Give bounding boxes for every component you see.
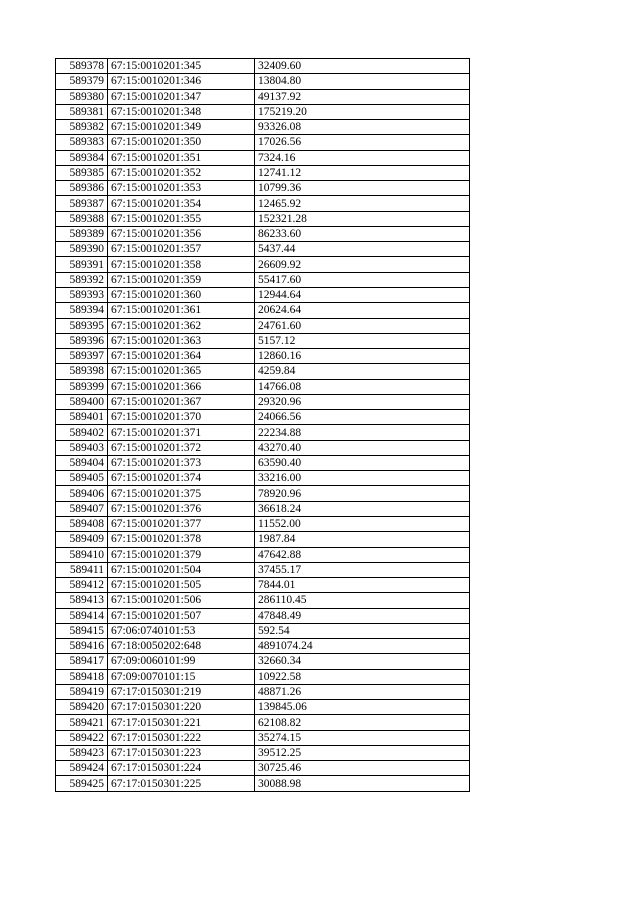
table-row xyxy=(56,578,470,593)
cell-id: 589382 xyxy=(56,120,108,135)
cell-cadastral-number: 67:15:0010201:347 xyxy=(108,89,255,104)
cell-id: 589420 xyxy=(56,700,108,715)
cell-cadastral-number: 67:15:0010201:362 xyxy=(108,318,255,333)
cell-cadastral-number: 67:15:0010201:379 xyxy=(108,547,255,562)
table-row xyxy=(56,74,470,89)
table-row xyxy=(56,181,470,196)
table-row xyxy=(56,59,470,74)
table-row xyxy=(56,303,470,318)
cell-cadastral-number: 67:15:0010201:365 xyxy=(108,364,255,379)
table-row xyxy=(56,287,470,302)
cell-value: 32660.34 xyxy=(255,654,470,669)
table-row xyxy=(56,349,470,364)
cell-id: 589395 xyxy=(56,318,108,333)
cell-id: 589386 xyxy=(56,181,108,196)
cell-value: 63590.40 xyxy=(255,455,470,470)
cell-value: 14766.08 xyxy=(255,379,470,394)
cell-id: 589419 xyxy=(56,684,108,699)
cell-id: 589384 xyxy=(56,150,108,165)
cell-cadastral-number: 67:15:0010201:378 xyxy=(108,532,255,547)
cell-cadastral-number: 67:15:0010201:374 xyxy=(108,471,255,486)
table-row xyxy=(56,700,470,715)
cell-value: 20624.64 xyxy=(255,303,470,318)
cell-cadastral-number: 67:15:0010201:353 xyxy=(108,181,255,196)
cell-id: 589418 xyxy=(56,669,108,684)
table-row xyxy=(56,593,470,608)
cell-cadastral-number: 67:15:0010201:358 xyxy=(108,257,255,272)
cell-id: 589415 xyxy=(56,623,108,638)
cell-cadastral-number: 67:15:0010201:345 xyxy=(108,59,255,74)
table-row xyxy=(56,562,470,577)
cell-value: 30088.98 xyxy=(255,776,470,791)
cell-id: 589399 xyxy=(56,379,108,394)
cell-id: 589396 xyxy=(56,333,108,348)
cell-value: 5157.12 xyxy=(255,333,470,348)
cell-cadastral-number: 67:17:0150301:223 xyxy=(108,745,255,760)
cell-value: 55417.60 xyxy=(255,272,470,287)
cell-value: 47642.88 xyxy=(255,547,470,562)
table-row xyxy=(56,715,470,730)
cell-cadastral-number: 67:15:0010201:349 xyxy=(108,120,255,135)
cell-id: 589383 xyxy=(56,135,108,150)
cell-cadastral-number: 67:15:0010201:350 xyxy=(108,135,255,150)
cell-id: 589389 xyxy=(56,226,108,241)
cell-id: 589381 xyxy=(56,104,108,119)
cell-value: 39512.25 xyxy=(255,745,470,760)
cell-id: 589409 xyxy=(56,532,108,547)
cell-cadastral-number: 67:15:0010201:371 xyxy=(108,425,255,440)
table-row xyxy=(56,379,470,394)
cell-id: 589387 xyxy=(56,196,108,211)
cell-cadastral-number: 67:15:0010201:373 xyxy=(108,455,255,470)
cell-id: 589416 xyxy=(56,639,108,654)
cell-id: 589401 xyxy=(56,410,108,425)
cell-cadastral-number: 67:15:0010201:361 xyxy=(108,303,255,318)
cell-id: 589404 xyxy=(56,455,108,470)
cell-id: 589391 xyxy=(56,257,108,272)
cell-value: 22234.88 xyxy=(255,425,470,440)
cell-id: 589380 xyxy=(56,89,108,104)
cell-value: 86233.60 xyxy=(255,226,470,241)
cell-value: 4259.84 xyxy=(255,364,470,379)
cell-cadastral-number: 67:15:0010201:504 xyxy=(108,562,255,577)
cell-id: 589405 xyxy=(56,471,108,486)
cell-cadastral-number: 67:15:0010201:370 xyxy=(108,410,255,425)
table-row xyxy=(56,471,470,486)
table-row xyxy=(56,135,470,150)
cell-id: 589393 xyxy=(56,287,108,302)
cell-cadastral-number: 67:17:0150301:220 xyxy=(108,700,255,715)
cell-cadastral-number: 67:15:0010201:352 xyxy=(108,165,255,180)
table-row xyxy=(56,394,470,409)
table-row xyxy=(56,745,470,760)
table-row xyxy=(56,104,470,119)
table-row xyxy=(56,272,470,287)
cell-cadastral-number: 67:06:0740101:53 xyxy=(108,623,255,638)
cell-id: 589417 xyxy=(56,654,108,669)
cell-id: 589422 xyxy=(56,730,108,745)
cell-id: 589379 xyxy=(56,74,108,89)
table-row xyxy=(56,318,470,333)
table-row xyxy=(56,455,470,470)
cell-value: 62108.82 xyxy=(255,715,470,730)
table-row xyxy=(56,532,470,547)
cell-value: 30725.46 xyxy=(255,761,470,776)
cell-cadastral-number: 67:15:0010201:375 xyxy=(108,486,255,501)
table-row xyxy=(56,410,470,425)
cell-id: 589408 xyxy=(56,516,108,531)
cell-value: 37455.17 xyxy=(255,562,470,577)
cell-cadastral-number: 67:17:0150301:225 xyxy=(108,776,255,791)
cell-id: 589411 xyxy=(56,562,108,577)
table-row xyxy=(56,425,470,440)
cell-cadastral-number: 67:15:0010201:356 xyxy=(108,226,255,241)
cell-cadastral-number: 67:15:0010201:355 xyxy=(108,211,255,226)
cell-cadastral-number: 67:15:0010201:363 xyxy=(108,333,255,348)
cell-cadastral-number: 67:15:0010201:354 xyxy=(108,196,255,211)
cell-value: 43270.40 xyxy=(255,440,470,455)
cell-cadastral-number: 67:17:0150301:219 xyxy=(108,684,255,699)
cell-value: 13804.80 xyxy=(255,74,470,89)
cell-cadastral-number: 67:09:0060101:99 xyxy=(108,654,255,669)
table-row xyxy=(56,654,470,669)
table-row xyxy=(56,196,470,211)
cell-cadastral-number: 67:09:0070101:15 xyxy=(108,669,255,684)
cell-cadastral-number: 67:15:0010201:346 xyxy=(108,74,255,89)
table-row xyxy=(56,242,470,257)
cell-value: 12860.16 xyxy=(255,349,470,364)
cell-cadastral-number: 67:15:0010201:359 xyxy=(108,272,255,287)
cell-value: 29320.96 xyxy=(255,394,470,409)
cell-value: 24761.60 xyxy=(255,318,470,333)
cell-cadastral-number: 67:15:0010201:377 xyxy=(108,516,255,531)
cell-value: 152321.28 xyxy=(255,211,470,226)
table-row xyxy=(56,501,470,516)
cell-id: 589413 xyxy=(56,593,108,608)
cell-cadastral-number: 67:15:0010201:506 xyxy=(108,593,255,608)
table-row xyxy=(56,669,470,684)
cell-cadastral-number: 67:15:0010201:507 xyxy=(108,608,255,623)
data-table xyxy=(55,58,470,792)
cell-value: 11552.00 xyxy=(255,516,470,531)
table-row xyxy=(56,516,470,531)
cell-value: 17026.56 xyxy=(255,135,470,150)
cell-value: 48871.26 xyxy=(255,684,470,699)
cell-id: 589410 xyxy=(56,547,108,562)
cell-id: 589398 xyxy=(56,364,108,379)
cell-value: 12944.64 xyxy=(255,287,470,302)
table-body xyxy=(56,59,470,792)
cell-cadastral-number: 67:15:0010201:364 xyxy=(108,349,255,364)
cell-value: 49137.92 xyxy=(255,89,470,104)
cell-id: 589403 xyxy=(56,440,108,455)
table-row xyxy=(56,623,470,638)
cell-id: 589390 xyxy=(56,242,108,257)
cell-cadastral-number: 67:15:0010201:376 xyxy=(108,501,255,516)
cell-cadastral-number: 67:15:0010201:360 xyxy=(108,287,255,302)
table-row xyxy=(56,364,470,379)
cell-id: 589394 xyxy=(56,303,108,318)
table-row xyxy=(56,333,470,348)
cell-value: 12465.92 xyxy=(255,196,470,211)
cell-value: 47848.49 xyxy=(255,608,470,623)
cell-cadastral-number: 67:18:0050202:648 xyxy=(108,639,255,654)
cell-id: 589397 xyxy=(56,349,108,364)
cell-id: 589385 xyxy=(56,165,108,180)
cell-cadastral-number: 67:17:0150301:221 xyxy=(108,715,255,730)
table-row xyxy=(56,776,470,791)
table-row xyxy=(56,165,470,180)
cell-id: 589414 xyxy=(56,608,108,623)
table-row xyxy=(56,547,470,562)
cell-value: 33216.00 xyxy=(255,471,470,486)
cell-value: 175219.20 xyxy=(255,104,470,119)
cell-id: 589421 xyxy=(56,715,108,730)
cell-cadastral-number: 67:15:0010201:372 xyxy=(108,440,255,455)
cell-value: 592.54 xyxy=(255,623,470,638)
table-row xyxy=(56,608,470,623)
table-row xyxy=(56,257,470,272)
table-row xyxy=(56,211,470,226)
cell-cadastral-number: 67:17:0150301:224 xyxy=(108,761,255,776)
table-row xyxy=(56,761,470,776)
cell-cadastral-number: 67:15:0010201:366 xyxy=(108,379,255,394)
cell-id: 589392 xyxy=(56,272,108,287)
cell-value: 12741.12 xyxy=(255,165,470,180)
cell-value: 78920.96 xyxy=(255,486,470,501)
table-row xyxy=(56,89,470,104)
cell-value: 139845.06 xyxy=(255,700,470,715)
cell-id: 589423 xyxy=(56,745,108,760)
table-row xyxy=(56,486,470,501)
cell-value: 26609.92 xyxy=(255,257,470,272)
table-row xyxy=(56,730,470,745)
cell-id: 589412 xyxy=(56,578,108,593)
cell-value: 10799.36 xyxy=(255,181,470,196)
table-row xyxy=(56,639,470,654)
cell-id: 589406 xyxy=(56,486,108,501)
cell-value: 7844.01 xyxy=(255,578,470,593)
cell-id: 589407 xyxy=(56,501,108,516)
cell-cadastral-number: 67:15:0010201:348 xyxy=(108,104,255,119)
cell-value: 4891074.24 xyxy=(255,639,470,654)
table-row xyxy=(56,150,470,165)
cell-value: 32409.60 xyxy=(255,59,470,74)
cell-value: 286110.45 xyxy=(255,593,470,608)
cell-value: 36618.24 xyxy=(255,501,470,516)
cell-cadastral-number: 67:15:0010201:505 xyxy=(108,578,255,593)
cell-value: 1987.84 xyxy=(255,532,470,547)
table-row xyxy=(56,226,470,241)
cell-id: 589388 xyxy=(56,211,108,226)
cell-value: 7324.16 xyxy=(255,150,470,165)
cell-cadastral-number: 67:17:0150301:222 xyxy=(108,730,255,745)
cell-value: 10922.58 xyxy=(255,669,470,684)
cell-value: 24066.56 xyxy=(255,410,470,425)
table-row xyxy=(56,684,470,699)
cell-cadastral-number: 67:15:0010201:367 xyxy=(108,394,255,409)
cell-value: 93326.08 xyxy=(255,120,470,135)
cell-cadastral-number: 67:15:0010201:351 xyxy=(108,150,255,165)
table-row xyxy=(56,440,470,455)
cell-id: 589425 xyxy=(56,776,108,791)
cell-id: 589400 xyxy=(56,394,108,409)
cell-id: 589378 xyxy=(56,59,108,74)
cell-id: 589402 xyxy=(56,425,108,440)
cell-id: 589424 xyxy=(56,761,108,776)
cell-value: 35274.15 xyxy=(255,730,470,745)
table-row xyxy=(56,120,470,135)
cell-value: 5437.44 xyxy=(255,242,470,257)
cell-cadastral-number: 67:15:0010201:357 xyxy=(108,242,255,257)
